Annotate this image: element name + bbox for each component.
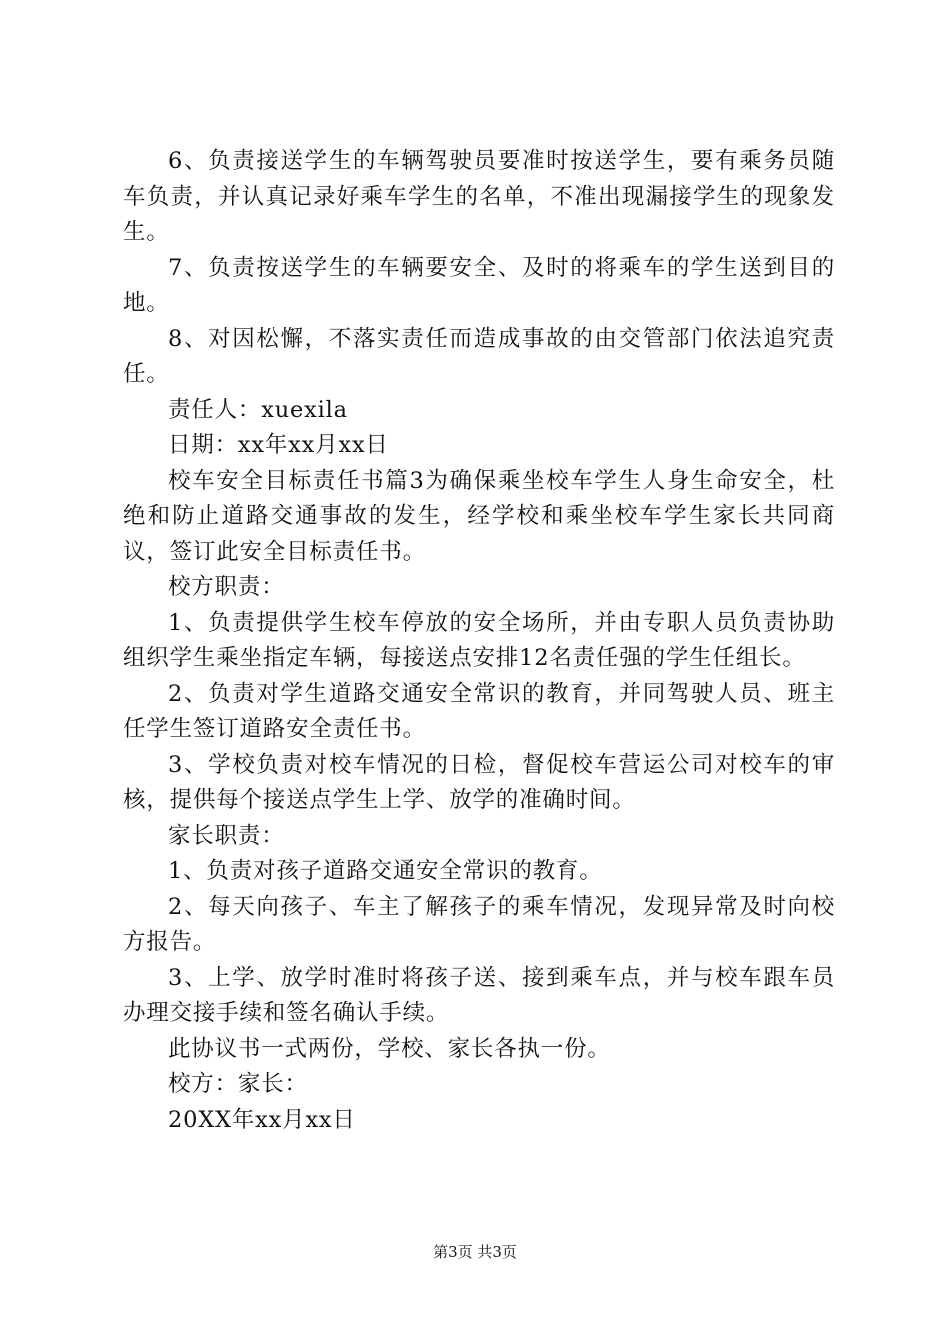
responsible-person: 责任人：xuexila (168, 396, 348, 423)
school-duty-2: 2、负责对学生道路交通安全常识的教育，并同驾驶人员、班主任学生签订道路安全责任书。 (123, 680, 835, 742)
school-duty-1: 1、负责提供学生校车停放的安全场所，并由专职人员负责协助组织学生乘坐指定车辆，每接送点安排12名责任强的学生任组长。 (123, 609, 835, 671)
school-duty-3: 3、学校负责对校车情况的日检，督促校车营运公司对校车的审核，提供每个接送点学生上学、放学的准确时间。 (123, 751, 835, 813)
signing-date: 20XX年xx月xx日 (168, 1106, 356, 1133)
parent-duty-2: 2、每天向孩子、车主了解孩子的乘车情况，发现异常及时向校方报告。 (123, 893, 835, 955)
paragraph-item-6: 6、负责接送学生的车辆驾驶员要准时按送学生，要有乘务员随车负责，并认真记录好乘车学生的名单，不准出现漏接学生的现象发生。 (123, 148, 835, 245)
parent-duties-heading: 家长职责： (168, 822, 285, 849)
document-date: 日期：xx年xx月xx日 (168, 432, 389, 458)
section-intro: 校车安全目标责任书篇3为确保乘坐校车学生人身生命安全，杜绝和防止道路交通事故的发生，经学校和乘坐校车学生家长共同商议，签订此安全目标责任书。 (123, 467, 835, 565)
signature-line: 校方：家长： (168, 1071, 308, 1097)
parent-duty-3: 3、上学、放学时准时将孩子送、接到乘车点，并与校车跟车员办理交接手续和签名确认手续。 (123, 964, 835, 1026)
school-duties-heading: 校方职责： (168, 574, 285, 600)
paragraph-item-8: 8、对因松懈，不落实责任而造成事故的由交管部门依法追究责任。 (123, 325, 835, 387)
paragraph-item-7: 7、负责按送学生的车辆要安全、及时的将乘车的学生送到目的地。 (123, 254, 835, 316)
copies-note: 此协议书一式两份，学校、家长各执一份。 (168, 1035, 611, 1062)
page-number-footer: 第3页 共3页 (433, 1243, 517, 1261)
document-body (123, 144, 835, 1138)
parent-duty-1: 1、负责对孩子道路交通安全常识的教育。 (168, 858, 603, 884)
